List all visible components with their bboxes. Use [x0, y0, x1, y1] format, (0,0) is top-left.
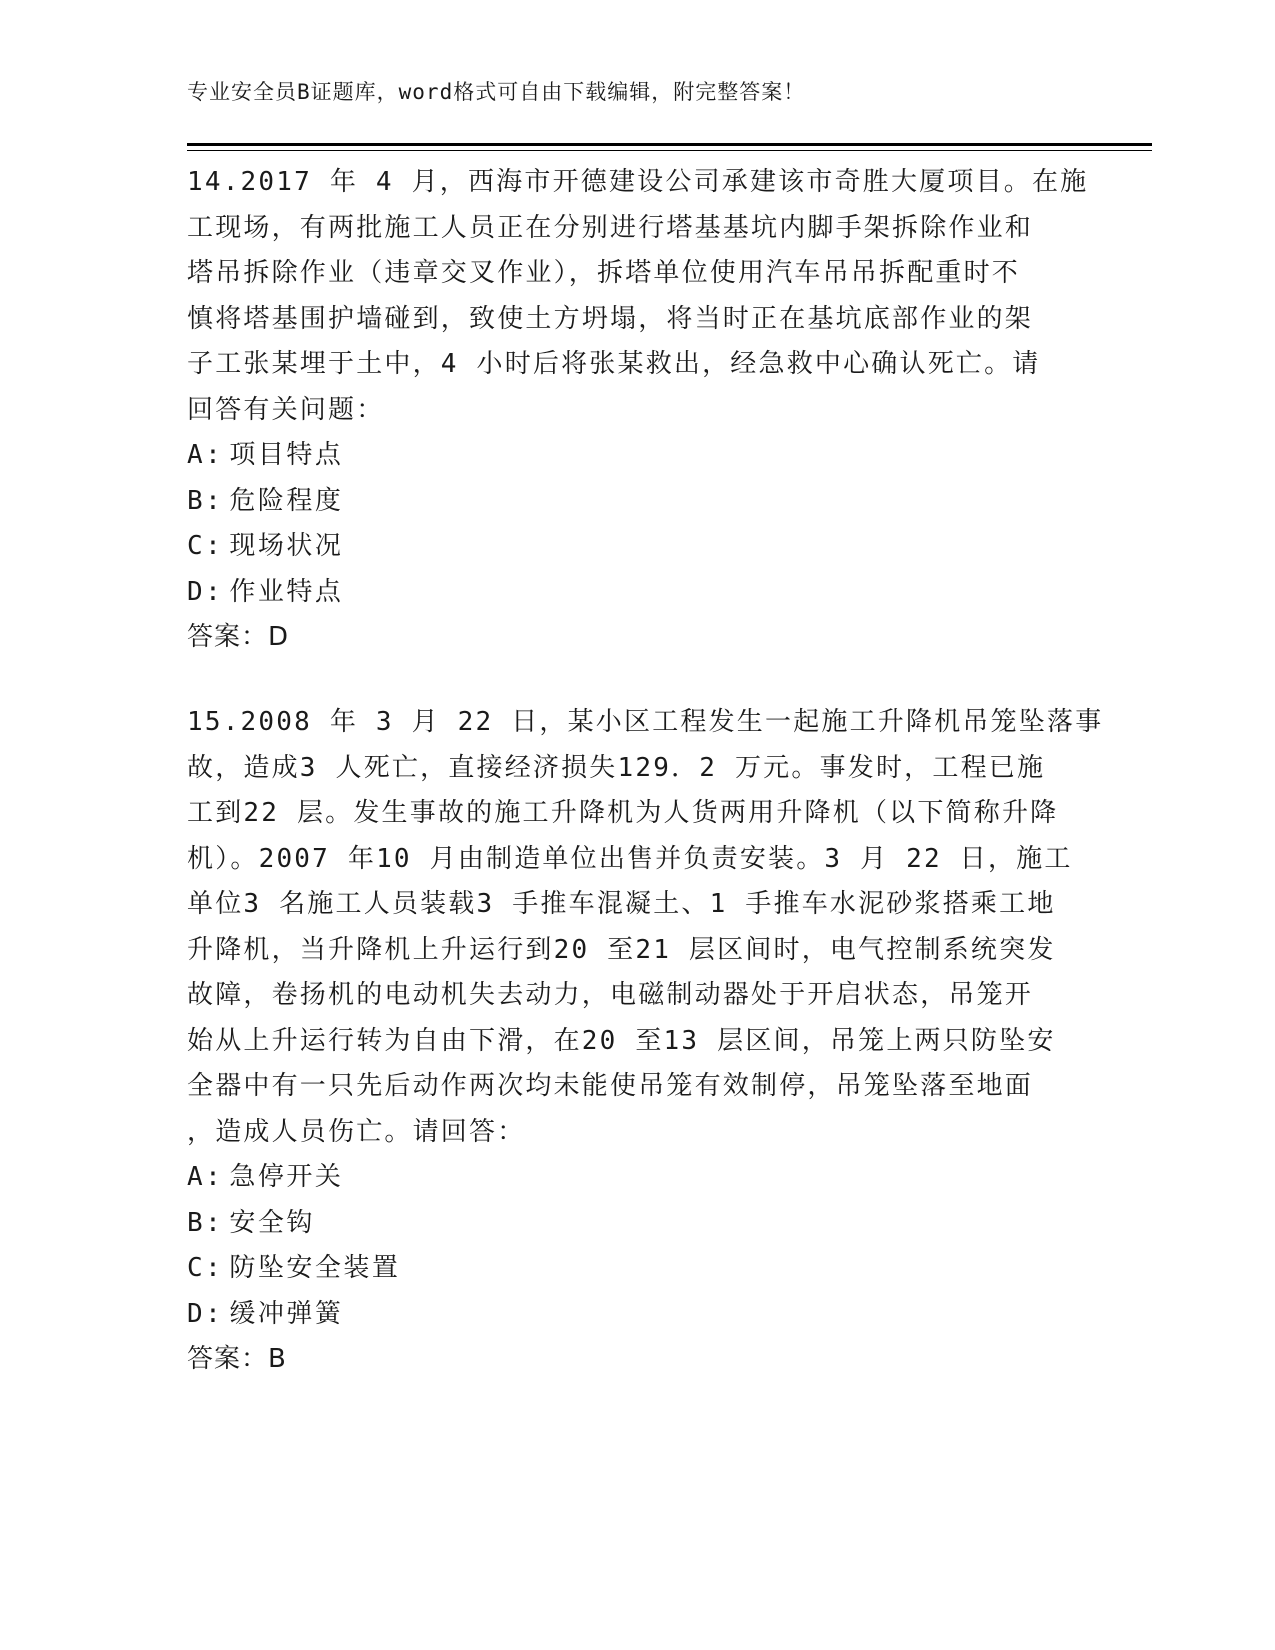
question-stem — [187, 160, 1092, 433]
stem-line: 升降机，当升降机上升运行到20 至21 层区间时，电气控制系统突发 — [187, 934, 1056, 965]
stem-line: 塔吊拆除作业（违章交叉作业），拆塔单位使用汽车吊吊拆配重时不 — [187, 258, 1021, 288]
stem-line: 单位3 名施工人员装载3 手推车混凝土、1 手推车水泥砂浆搭乘工地 — [187, 889, 1056, 919]
stem-line: 15.2008 年 3 月 22 日，某小区工程发生一起施工升降机吊笼坠落事 — [187, 707, 1104, 737]
option-letter: D: — [187, 1298, 224, 1329]
option-letter: B: — [187, 1207, 224, 1238]
option-text: 防坠安全装置 — [229, 1253, 401, 1283]
answer: 答案：D — [187, 622, 290, 652]
question-15 — [187, 700, 1104, 1383]
option-b — [187, 1201, 1092, 1247]
stem-line: ，造成人员伤亡。请回答： — [187, 1116, 526, 1147]
option-text: 项目特点 — [229, 440, 344, 470]
answer: 答案：B — [187, 1344, 287, 1374]
option-text: 缓冲弹簧 — [229, 1298, 344, 1329]
option-a — [187, 433, 1092, 479]
header-divider-thin — [187, 150, 1152, 151]
question-stem — [187, 700, 1104, 1155]
option-text: 作业特点 — [229, 576, 344, 607]
stem-line: 故，造成3 人死亡，直接经济损失129．2 万元。事发时，工程已施 — [187, 752, 1046, 783]
option-d — [187, 570, 1092, 616]
option-a — [187, 1155, 1092, 1201]
option-text: 安全钩 — [229, 1207, 315, 1238]
option-c — [187, 1246, 1092, 1292]
option-letter: D: — [187, 576, 224, 607]
stem-line: 机）。2007 年10 月由制造单位出售并负责安装。3 月 22 日，施工 — [187, 843, 1073, 874]
option-c — [187, 524, 1092, 570]
option-letter: B: — [187, 485, 224, 516]
option-letter: C: — [187, 531, 224, 561]
option-text: 现场状况 — [229, 531, 344, 561]
question-14 — [187, 160, 1092, 661]
option-text: 急停开关 — [229, 1162, 344, 1192]
stem-line: 始从上升运行转为自由下滑，在20 至13 层区间，吊笼上两只防坠安 — [187, 1025, 1056, 1056]
stem-line: 14.2017 年 4 月，西海市开德建设公司承建该市奇胜大厦项目。在施 — [187, 167, 1089, 197]
option-d — [187, 1292, 1092, 1338]
page-header: 专业安全员B证题库，word格式可自由下载编辑，附完整答案！ — [187, 80, 806, 104]
stem-line: 回答有关问题： — [187, 394, 385, 425]
option-letter: C: — [187, 1253, 224, 1283]
stem-line: 工现场，有两批施工人员正在分别进行塔基基坑内脚手架拆除作业和 — [187, 212, 1034, 243]
option-letter: A: — [187, 1162, 224, 1192]
stem-line: 全器中有一只先后动作两次均未能使吊笼有效制停，吊笼坠落至地面 — [187, 1071, 1034, 1101]
stem-line: 子工张某埋于土中，4 小时后将张某救出，经急救中心确认死亡。请 — [187, 349, 1041, 379]
option-text: 危险程度 — [229, 485, 344, 516]
stem-line: 故障，卷扬机的电动机失去动力，电磁制动器处于开启状态，吊笼开 — [187, 980, 1034, 1010]
stem-line: 慎将塔基围护墙碰到，致使土方坍塌，将当时正在基坑底部作业的架 — [187, 303, 1034, 334]
option-letter: A: — [187, 440, 224, 470]
stem-line: 工到22 层。发生事故的施工升降机为人货两用升降机（以下简称升降 — [187, 798, 1059, 828]
option-b — [187, 479, 1092, 525]
header-divider-thick — [187, 143, 1152, 146]
